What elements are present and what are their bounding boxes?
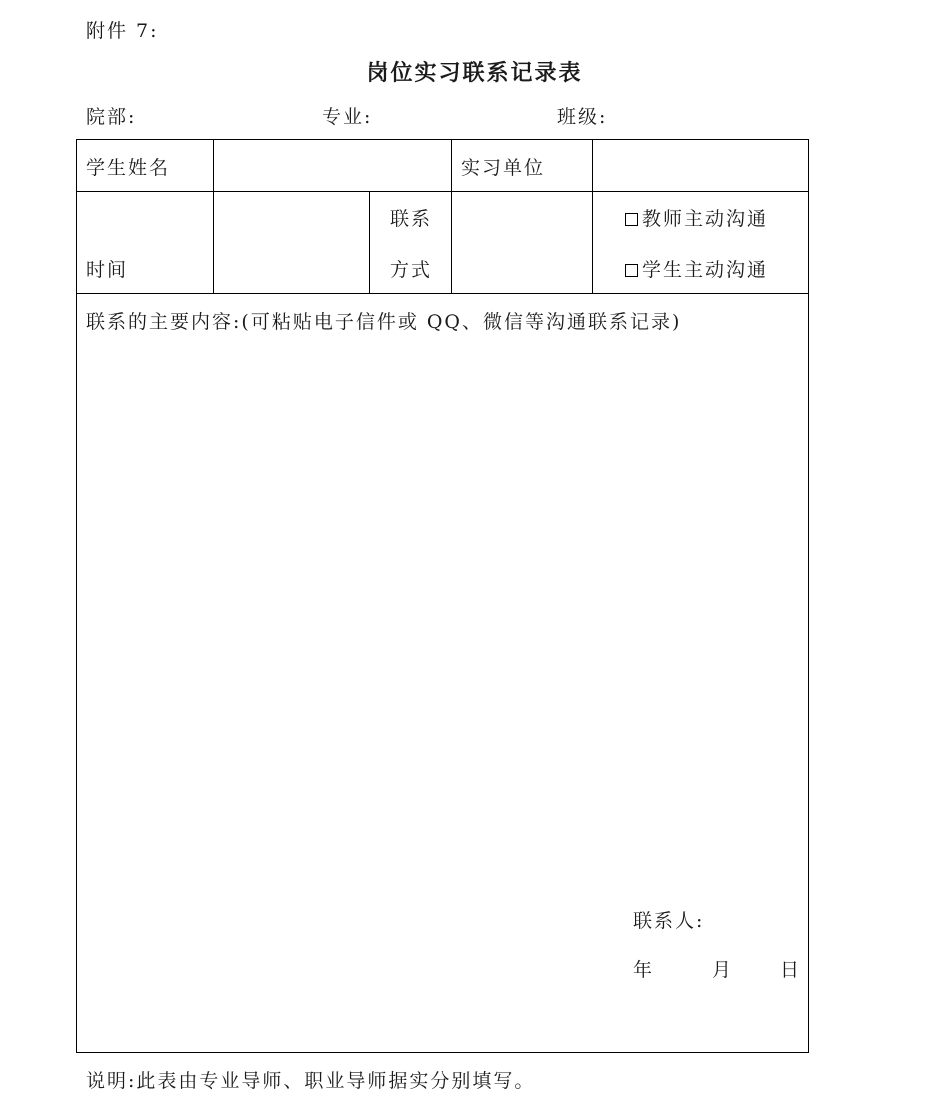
footnote: 说明:此表由专业导师、职业导师据实分别填写。 xyxy=(86,1070,536,1092)
table-col-divider-1 xyxy=(213,139,214,293)
option-teacher-initiated[interactable] xyxy=(625,204,768,231)
table-col-divider-3 xyxy=(451,139,452,293)
student-name-label: 学生姓名 xyxy=(86,157,171,179)
contact-method-label-line2: 方式 xyxy=(390,259,433,281)
option-teacher-initiated-label: 教师主动沟通 xyxy=(642,208,769,230)
table-col-divider-4 xyxy=(592,139,593,293)
table-border-top xyxy=(76,139,809,140)
table-border-right xyxy=(808,139,809,1053)
table-border-bottom xyxy=(76,1052,809,1053)
college-label: 院部: xyxy=(86,106,137,128)
option-student-initiated[interactable] xyxy=(625,255,768,282)
contact-method-label-line1: 联系 xyxy=(390,208,433,230)
checkbox-student-initiated[interactable] xyxy=(625,264,638,277)
time-label: 时间 xyxy=(86,259,129,281)
option-student-initiated-label: 学生主动沟通 xyxy=(642,259,769,281)
internship-unit-label: 实习单位 xyxy=(461,157,546,179)
contact-person-label: 联系人: xyxy=(633,910,705,932)
date-month-label: 月 xyxy=(712,959,734,981)
date-year-label: 年 xyxy=(633,959,655,981)
contact-method-field[interactable] xyxy=(461,205,585,281)
date-day-label: 日 xyxy=(780,959,802,981)
internship-unit-field[interactable] xyxy=(602,153,802,179)
major-label: 专业: xyxy=(322,106,373,128)
time-field[interactable] xyxy=(224,205,362,281)
class-label: 班级: xyxy=(557,106,608,128)
student-name-field[interactable] xyxy=(224,153,444,179)
page-title: 岗位实习联系记录表 xyxy=(366,60,583,86)
table-row-divider-1 xyxy=(76,191,809,192)
table-col-divider-2 xyxy=(369,191,370,293)
table-border-left xyxy=(76,139,77,1053)
checkbox-teacher-initiated[interactable] xyxy=(625,213,638,226)
content-field[interactable] xyxy=(86,340,796,890)
content-label: 联系的主要内容:(可粘贴电子信件或 QQ、微信等沟通联系记录) xyxy=(86,311,682,333)
table-row-divider-2 xyxy=(76,293,809,294)
attachment-label: 附件 7: xyxy=(86,20,159,42)
